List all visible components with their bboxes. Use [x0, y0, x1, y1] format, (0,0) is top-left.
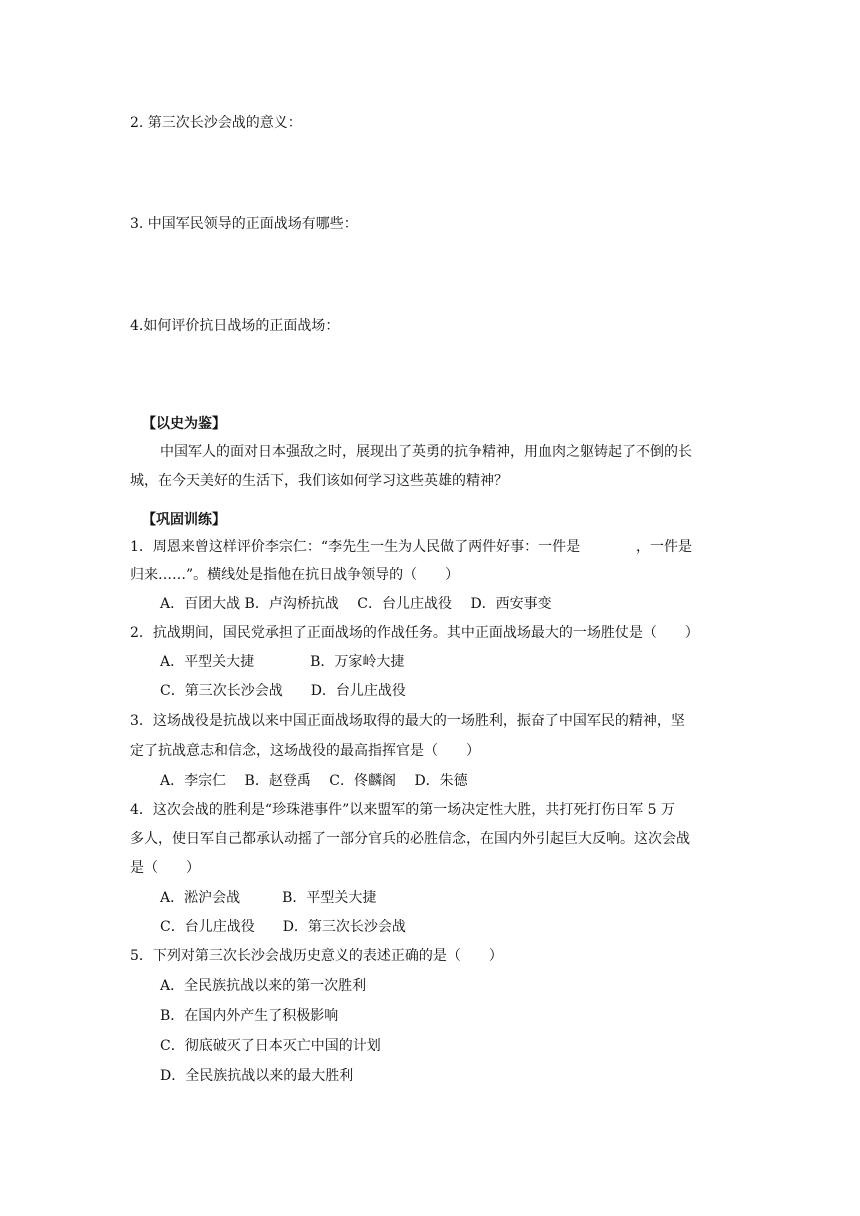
question-1-line-1: 1．周恩来曾这样评价李宗仁：“李先生一生为人民做了两件好事：一件是 ，一件是: [130, 539, 693, 555]
question-4-line-3: 是（ ）: [130, 860, 200, 876]
discussion-question-4: 4.如何评价抗日战场的正面战场：: [130, 318, 340, 334]
question-2-options-row-1: A．平型关大捷 B．万家岭大捷: [160, 654, 405, 670]
discussion-question-2: 2. 第三次长沙会战的意义：: [130, 115, 302, 131]
question-5-option-a: A．全民族抗战以来的第一次胜利: [160, 978, 367, 994]
exercises-heading: 【巩固训练】: [142, 512, 226, 528]
question-3-options: A．李宗仁 B．赵登禹 C．佟麟阁 D．朱德: [160, 773, 468, 789]
question-2-options-row-2: C．第三次长沙会战 D．台儿庄战役: [160, 683, 406, 699]
question-4-options-row-2: C．台儿庄战役 D．第三次长沙会战: [160, 919, 406, 935]
question-4-line-2: 多人，使日军自己都承认动摇了一部分官兵的必胜信念，在国内外引起巨大反响。这次会战: [130, 831, 690, 847]
question-3-line-1: 3．这场战役是抗战以来中国正面战场取得的最大的一场胜利，振奋了中国军民的精神，坚: [130, 713, 685, 729]
question-4-options-row-1: A．淞沪会战 B．平型关大捷: [160, 890, 377, 906]
reflection-line-1: 中国军人的面对日本强敌之时，展现出了英勇的抗争精神，用血肉之躯铸起了不倒的长: [160, 444, 692, 460]
reflection-heading: 【以史为鉴】: [142, 416, 226, 432]
reflection-line-2: 城，在今天美好的生活下，我们该如何学习这些英雄的精神？: [130, 473, 508, 489]
question-2-line-1: 2．抗战期间，国民党承担了正面战场的作战任务。其中正面战场最大的一场胜仗是（ ）: [130, 625, 699, 641]
question-3-line-2: 定了抗战意志和信念，这场战役的最高指挥官是（ ）: [130, 743, 480, 759]
question-1-options: A．百团大战 B．卢沟桥抗战 C．台儿庄战役 D．西安事变: [160, 596, 552, 612]
discussion-question-3: 3. 中国军民领导的正面战场有哪些：: [130, 216, 358, 232]
question-5-line-1: 5．下列对第三次长沙会战历史意义的表述正确的是（ ）: [130, 948, 503, 964]
question-4-line-1: 4．这次会战的胜利是“珍珠港事件”以来盟军的第一场决定性大胜，共打死打伤日军 5 万: [130, 802, 676, 818]
question-5-option-d: D．全民族抗战以来的最大胜利: [160, 1068, 354, 1084]
question-5-option-c: C．彻底破灭了日本灭亡中国的计划: [160, 1038, 381, 1054]
question-5-option-b: B．在国内外产生了积极影响: [160, 1008, 339, 1024]
question-1-line-2: 归来……”。横线处是指他在抗日战争领导的（ ）: [130, 567, 460, 583]
